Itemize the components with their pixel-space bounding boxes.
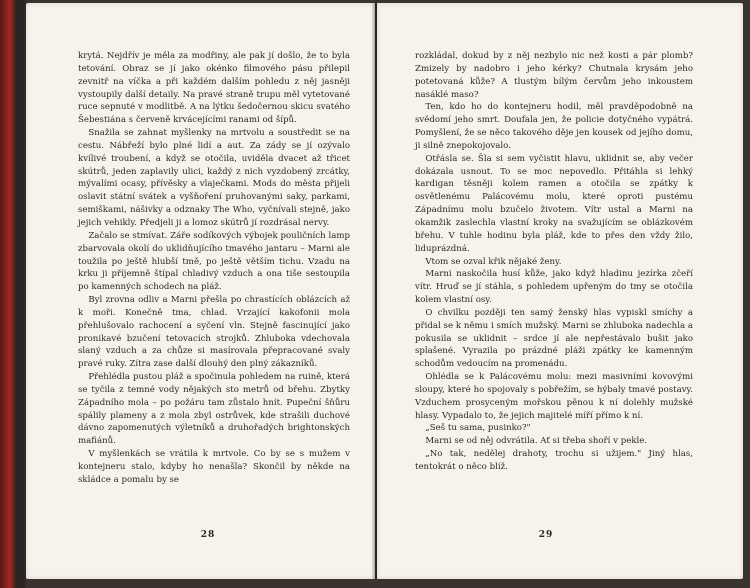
paragraph: Otřásla se. Šla si sem vyčistit hlavu, uklidnit se, aby večer dokázala usnout. To se moc nepovedlo. Přitáhla si lehký kardigan těsněji kolem ramen a otočila se zpátky k osvětlenému Palácovému molu, které oproti pustému Západnímu molu bzučelo životem. Vítr ustal a Marni na okamžik zaslechla vlastní kroky na svažujícím se oblázkovém břehu. V tuhle hodinu byla pláž, kde to přes den vždy žilo, liduprázdná. [415, 153, 693, 254]
paragraph: rozkládal, dokud by z něj nezbylo nic než kosti a pár plomb? Zmizely by nadobro i jeho kérky? Chutnala krysám jeho potetovaná kůže? A tlustým bílým červům jeho inkoustem nasáklé maso? [415, 51, 693, 100]
paragraph: V myšlenkách se vrátila k mrtvole. Co by se s mužem v kontejneru stalo, kdyby ho nenašla? Skončil by někde na skládce a pomalu by se [78, 449, 350, 485]
paragraph: „Seš tu sama, pusinko?" [425, 423, 531, 434]
paragraph: Ten, kdo ho do kontejneru hodil, měl pravděpodobně na svědomí jeho smrt. Doufala jen, že policie dotyčného vypátrá. Pomyšlení, že se něco takového děje jen kousek od jejího domu, ji silně znepokojovalo. [415, 102, 693, 151]
paragraph: Snažila se zahnat myšlenky na mrtvolu a soustředit se na cestu. Nábřeží bylo plné lidí a aut. Za zády se jí ozývalo kvílivé troubení, a když se otočila, uviděla dvacet až třicet skútrů, jeden zaplavily ulici, každý z nich vyzdobený zrcátky, mývalími ocasy, přívěsky a vlaječkami. Mods do města přijeli oslavit státní svátek a vyšňoření pruhovanými saky, parkami, semiškami, nášivky a odznaky The Who, vyčnívali stejně, jako jejich vehikly. Předjeli ji a lomoz skútrů jí rozdrásal nervy. [78, 128, 350, 228]
right-page-body [415, 50, 693, 474]
paragraph: Marni naskočila husí kůže, jako když hladinu jezírka zčeří vítr. Hruď se jí stáhla, s pohledem upřeným do tmy se otočila kolem vlastní osy. [415, 269, 693, 306]
paragraph: Ohlédla se k Palácovému molu: mezi masivními kovovými sloupy, které ho spojovaly s pobřežím, se hýbaly tmavé postavy. Vzduchem prosyceným mořskou pěnou k ní dolehly mužské hlasy. Vypadalo to, že jejich majitelé míří přímo k ní. [415, 372, 693, 421]
paragraph: Přehlédla pustou pláž a spočinula pohledem na ruině, která se tyčila z temné vody nějakých sto metrů od břehu. Zbytky Západního mola – po požáru tam zůstalo hnít. Pupeční šňůru spálily plameny a z mola zbyl ostrůvek, kde strašili duchové dávno zapomenutých výletníků a druhořadých brightonských mafiánů. [78, 372, 350, 447]
paragraph: krytá. Nejdřív je měla za modřiny, ale pak jí došlo, že to byla tetování. Obraz se jí jako okénko filmového pásu přilepil zevnitř na víčka a při každém dalším pohledu z něj jasněji vystoupily další detaily. Na pravé straně trupu měl vytetované ruce sepnuté v modlitbě. A na lýtku šedočernou skicu svatého Šebestiána s červeně krvácejícími ranami od šípů. [78, 51, 350, 126]
paper-speck [16, 36, 19, 39]
paragraph: Marni se od něj odvrátila. Ať si třeba shoří v pekle. [425, 436, 648, 447]
paragraph: Vtom se ozval křik nějaké ženy. [425, 256, 562, 267]
paragraph: Byl zrovna odliv a Marni přešla po chrastících oblázcích až k moři. Konečně tma, chlad. Vrzající kakofonii mola přehlušovalo rachocení a syčení vln. Stejně fascinující jako pronikavé bzučení tetovacích strojků. Zhluboka vdechovala slaný vzduch a za chůze si masírovala přepracované svaly pravé ruky. Zítra zase další dlouhý den plný zákazníků. [78, 295, 350, 370]
left-page-body [78, 50, 350, 487]
right-page [377, 3, 743, 579]
paragraph: Začalo se stmívat. Záře sodíkových výbojek pouličních lamp zbarvovala okolí do uklidňujícího tmavého jantaru – Marni ale toužila po ještě hlubší tmě, po ještě větším tichu. Vzadu na krku ji příjemně štípal chladivý vzduch a ona tiše sestoupila po kamenných schodech na pláž. [78, 230, 350, 293]
page-number: 29 [538, 530, 554, 540]
page-number: 28 [200, 530, 216, 540]
paragraph: O chvilku později ten samý ženský hlas vypiskl smíchy a přidal se k němu i smích mužský. Marni se zhluboka nadechla a pokusila se uklidnit – srdce jí ale nepřestávalo bušit jako splašené. Vyrazila po prázdné pláži zpátky ke kamenným schodům vedoucím na promenádu. [415, 307, 693, 370]
left-page [26, 3, 375, 579]
paragraph: „No tak, nedělej drahoty, trochu si užijem." Jiný hlas, tentokrát o něco blíž. [415, 449, 693, 472]
